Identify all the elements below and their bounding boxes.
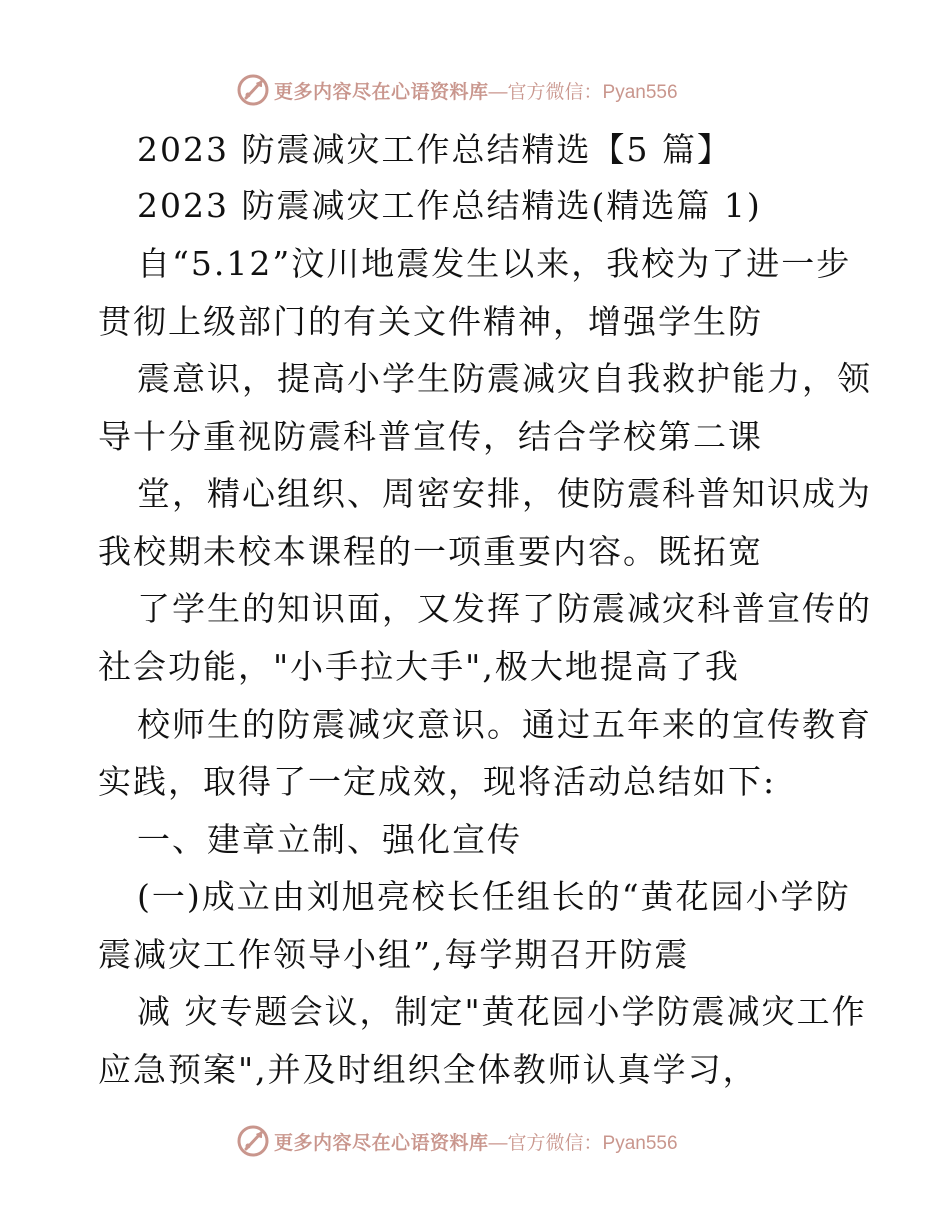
- paragraph-line: 震减灾工作领导小组”,每学期召开防震: [98, 935, 690, 974]
- paragraph-line: 了学生的知识面，又发挥了防震减灾科普宣传的: [137, 589, 872, 628]
- watermark-header: [236, 73, 678, 107]
- paragraph-line: 校师生的防震减灾意识。通过五年来的宣传教育: [137, 705, 872, 744]
- document-subtitle: 2023 防震减灾工作总结精选(精选篇 1): [137, 186, 762, 225]
- watermark-brand: 更多内容尽在心语资料库: [274, 1131, 489, 1154]
- paragraph-line: 实践，取得了一定成效，现将活动总结如下:: [98, 762, 777, 801]
- paragraph-line: 社会功能，"小手拉大手",极大地提高了我: [98, 647, 740, 686]
- document-title: 2023 防震减灾工作总结精选【5 篇】: [137, 130, 732, 169]
- quill-logo-icon: [236, 73, 270, 107]
- quill-logo-icon: [236, 1124, 270, 1158]
- paragraph-line: 减 灾专题会议，制定"黄花园小学防震减灾工作: [137, 992, 867, 1031]
- paragraph-line: 贯彻上级部门的有关文件精神，增强学生防: [98, 302, 763, 341]
- watermark-brand: 更多内容尽在心语资料库: [274, 80, 489, 103]
- watermark-contact: —官方微信：Pyan556: [488, 81, 678, 103]
- paragraph-line: 震意识，提高小学生防震减灾自我救护能力，领: [137, 359, 872, 398]
- paragraph-line: 我校期未校本课程的一项重要内容。既拓宽: [98, 532, 763, 571]
- paragraph-line: 导十分重视防震科普宣传，结合学校第二课: [98, 417, 763, 456]
- watermark-footer: [236, 1124, 678, 1158]
- paragraph-line: 自“5.12”汶川地震发生以来，我校为了进一步: [137, 244, 852, 283]
- paragraph-line: 应急预案",并及时组织全体教师认真学习，: [98, 1050, 758, 1089]
- paragraph-line: 堂，精心组织、周密安排，使防震科普知识成为: [137, 474, 872, 513]
- watermark-contact: —官方微信：Pyan556: [488, 1132, 678, 1154]
- section-heading: 一、建章立制、强化宣传: [137, 820, 522, 859]
- paragraph-line: (一)成立由刘旭亮校长任组长的“黄花园小学防: [137, 877, 851, 916]
